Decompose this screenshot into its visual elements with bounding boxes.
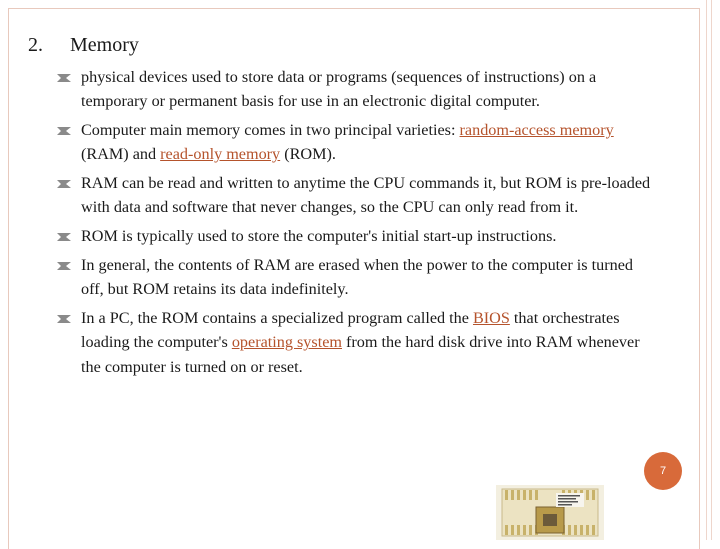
list-item — [56, 65, 656, 114]
random-access-memory-link[interactable]: random-access memory — [459, 121, 614, 140]
list-item — [56, 253, 656, 302]
bios-link[interactable]: BIOS — [472, 309, 510, 328]
bullet-list — [56, 65, 656, 384]
bullet-text: ROM is typically used to store the computer's initial start-up instructions. — [81, 227, 557, 246]
bullet-icon — [56, 126, 72, 136]
section-number: 2. — [28, 34, 43, 56]
slide-title: Memory — [70, 34, 139, 56]
list-item — [56, 171, 656, 220]
bullet-text: In general, the contents of RAM are erased when the power to the computer is turned off, but ROM retains its data indefinitely. — [81, 256, 633, 299]
memory-chip-image — [496, 485, 604, 540]
bullet-icon — [56, 179, 72, 189]
bullet-text: RAM can be read and written to anytime the CPU commands it, but ROM is pre-loaded with data and software that never changes, so the CPU can only read from it. — [81, 174, 651, 217]
read-only-memory-link[interactable]: read-only memory — [160, 145, 281, 164]
bullet-text: In a PC, the ROM contains a specialized program called the — [81, 309, 473, 328]
bullet-text: from the hard disk drive into RAM whenever the computer is turned on or reset. — [81, 333, 640, 376]
list-item — [56, 224, 656, 248]
bullet-text: (ROM). — [280, 145, 336, 164]
list-item — [56, 306, 656, 379]
page-number-badge: 7 — [644, 452, 682, 490]
operating-system-link[interactable]: operating system — [231, 333, 342, 352]
bullet-icon — [56, 314, 72, 324]
list-item — [56, 118, 656, 167]
bullet-icon — [56, 73, 72, 83]
bullet-icon — [56, 232, 72, 242]
frame-line — [711, 0, 712, 540]
bullet-text: (RAM) and — [81, 145, 161, 164]
bullet-text: Computer main memory comes in two principal varieties: — [81, 121, 460, 140]
bullet-text: physical devices used to store data or programs (sequences of instructions) on a temporary or permanent basis for use in an electronic digital computer. — [81, 68, 597, 111]
frame-line — [706, 0, 707, 540]
bullet-text: that orchestrates loading the computer's — [81, 309, 620, 352]
bullet-icon — [56, 261, 72, 271]
